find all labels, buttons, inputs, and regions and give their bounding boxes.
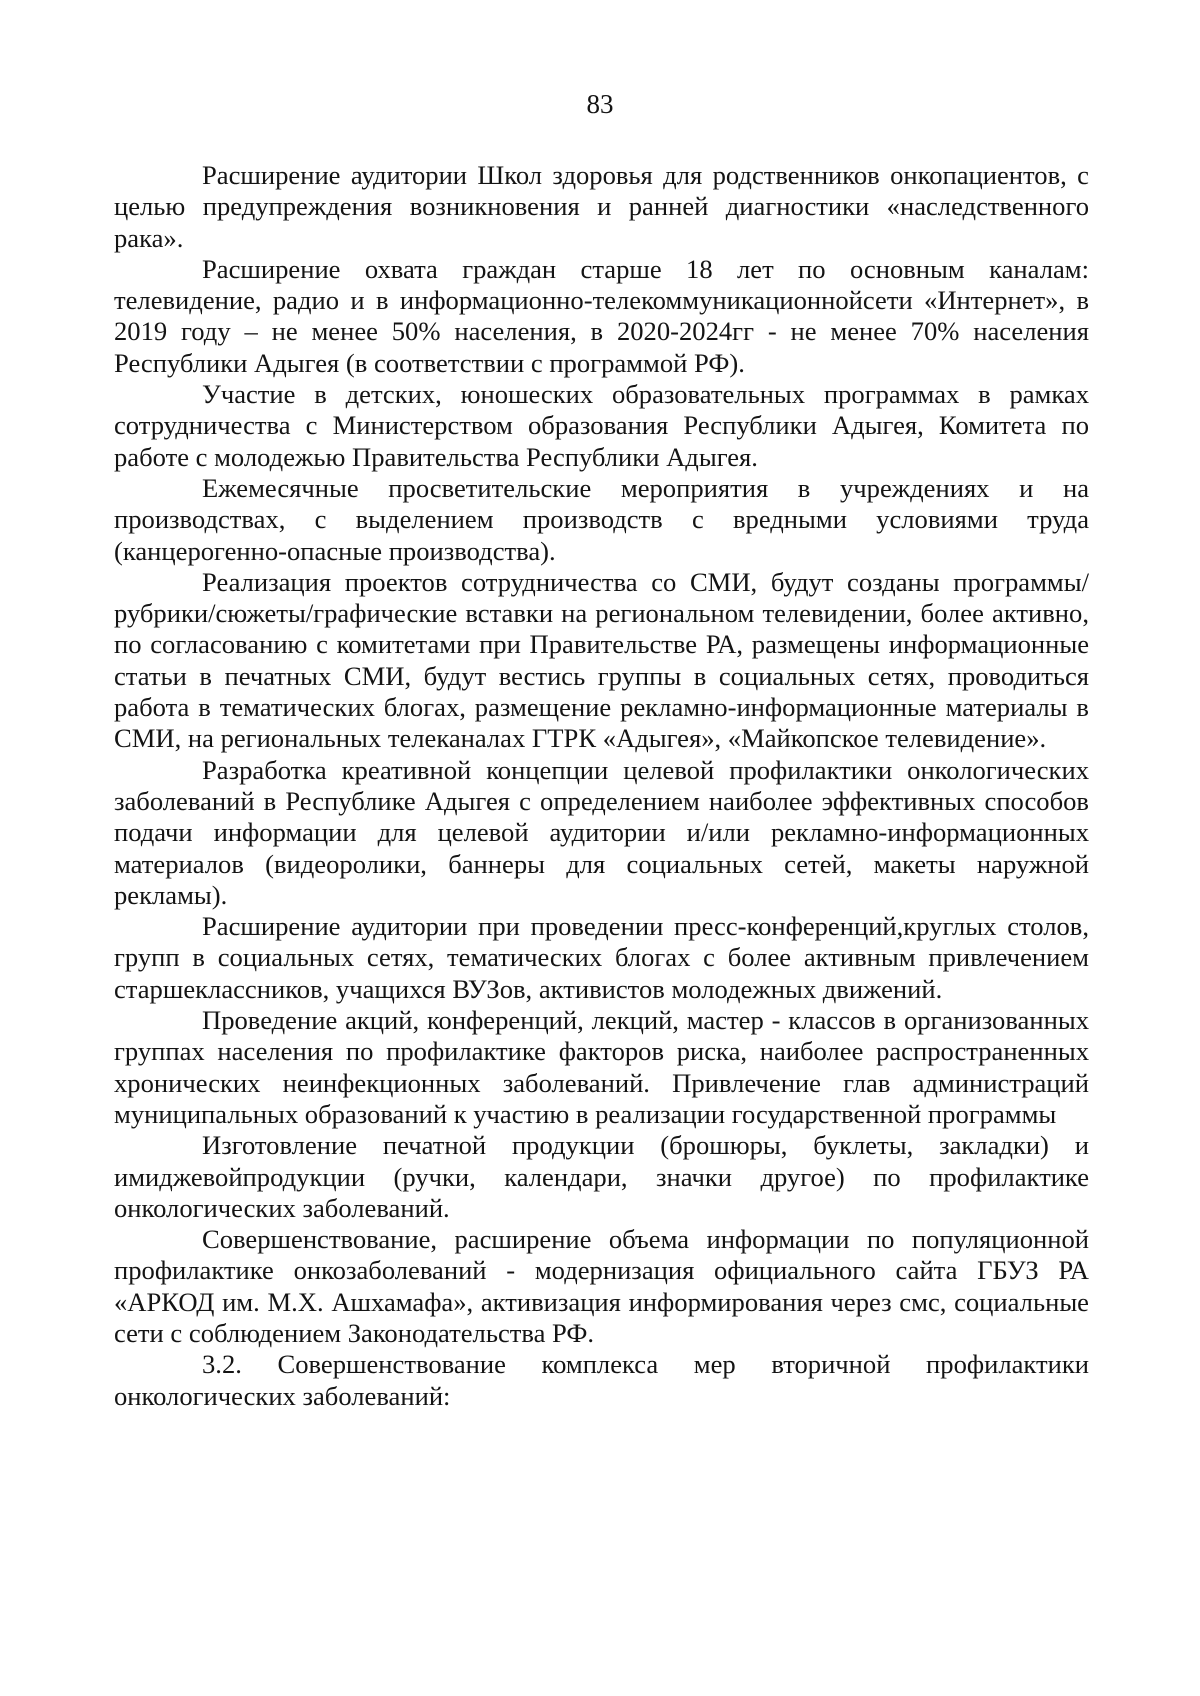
paragraph-school-health-audience: Расширение аудитории Школ здоровья для родственников онкопациентов, с целью предупреждения возникновения и ранней диагностики «наследственного рака». xyxy=(114,160,1089,253)
paragraph-media-projects: Реализация проектов сотрудничества со СМИ, будут созданы программы/рубрики/сюжеты/графические вставки на региональном телевидении, более активно, по согласованию с комитетами при Правительстве РА, размещены информационные статьи в печатных СМИ, будут вестись группы в социальных сетях, проводиться работа в тематических блогах, размещение рекламно-информационные материалы в СМИ, на региональных телеканалах ГТРК «Адыгея», «Майкопское телевидение». xyxy=(114,566,1089,754)
paragraph-printed-products: Изготовление печатной продукции (брошюры, буклеты, закладки) и имиджевойпродукции (ручки, календари, значки другое) по профилактике онкологических заболеваний. xyxy=(114,1130,1089,1223)
document-body xyxy=(114,160,1089,1412)
paragraph-actions-conferences: Проведение акций, конференций, лекций, мастер - классов в организованных группах населения по профилактике факторов риска, наиболее распространенных хронических неинфекционных заболеваний. Привлечение глав администраций муниципальных образований к участию в реализации государственной программы xyxy=(114,1005,1089,1129)
section-heading-3-2: 3.2. Совершенствование комплекса мер вторичной профилактики онкологических заболеваний: xyxy=(114,1349,1089,1411)
paragraph-coverage-channels: Расширение охвата граждан старше 18 лет по основным каналам: телевидение, радио и в информационно-телекоммуникационнойсети «Интернет», в 2019 году – не менее 50% населения, в 2020-2024гг - не менее 70% населения Республики Адыгея (в соответствии с программой РФ). xyxy=(114,253,1089,378)
page-number: 83 xyxy=(586,89,614,119)
paragraph-youth-programs: Участие в детских, юношеских образовательных программах в рамках сотрудничества с Министерством образования Республики Адыгея, Комитета по работе с молодежью Правительства Республики Адыгея. xyxy=(114,379,1089,472)
paragraph-monthly-events: Ежемесячные просветительские мероприятия в учреждениях и на производствах, с выделением производств с вредными условиями труда (канцерогенно-опасные производства). xyxy=(114,472,1089,566)
paragraph-website-modernization: Совершенствование, расширение объема информации по популяционной профилактике онкозаболеваний - модернизация официального сайта ГБУЗ РА «АРКОД им. М.Х. Ашхамафа», активизация информирования через смс, социальные сети с соблюдением Законодательства РФ. xyxy=(114,1224,1089,1348)
paragraph-creative-concept: Разработка креативной концепции целевой профилактики онкологических заболеваний в Республике Адыгея с определением наиболее эффективных способов подачи информации для целевой аудитории и/или рекламно-информационных материалов (видеоролики, баннеры для социальных сетей, макеты наружной рекламы). xyxy=(114,754,1089,910)
paragraph-press-conferences: Расширение аудитории при проведении пресс-конференций,круглых столов, групп в социальных сетях, тематических блогах с более активным привлечением старшеклассников, учащихся ВУЗов, активистов молодежных движений. xyxy=(114,911,1089,1004)
